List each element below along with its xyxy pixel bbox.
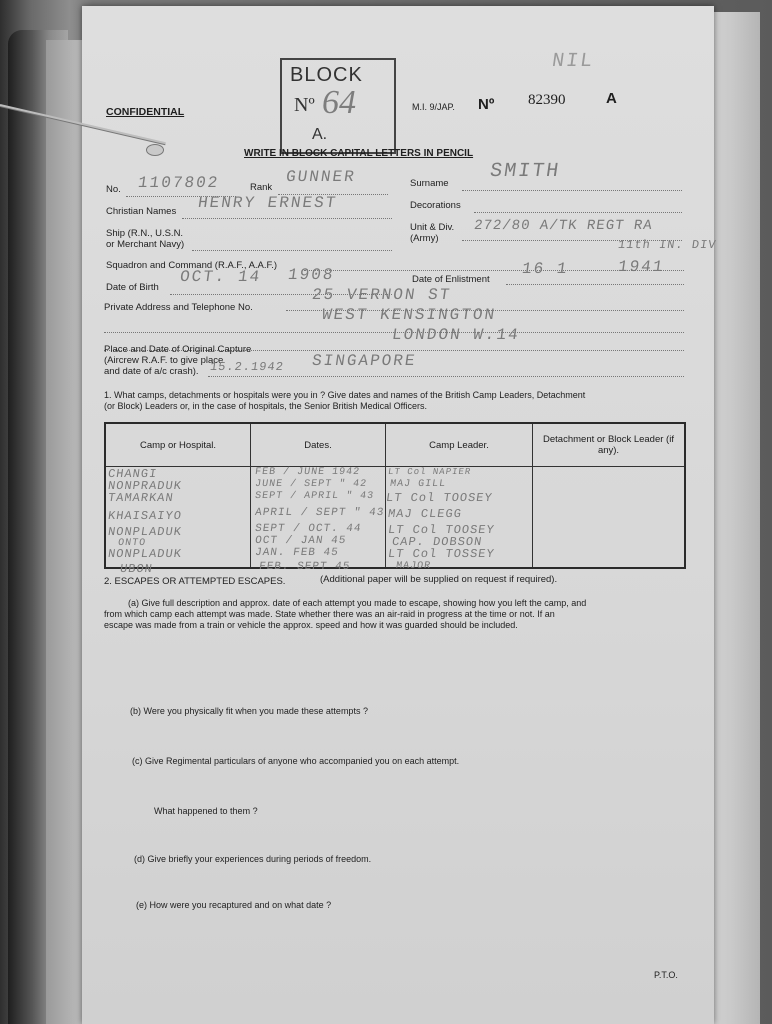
q2-title-note: (Additional paper will be supplied on request if required).: [320, 574, 558, 585]
no-label: No.: [106, 184, 121, 195]
rank-label: Rank: [250, 182, 273, 193]
capture-label-2: (Aircrew R.A.F. to give place: [104, 355, 224, 366]
surname-line: [462, 190, 682, 191]
capture-label-3: and date of a/c crash).: [104, 366, 199, 377]
leader-row-4: MAJ CLEGG: [387, 507, 463, 521]
capture-date: 15.2.1942: [209, 360, 285, 374]
leader-row-6: CAP. DOBSON: [391, 535, 484, 549]
dob-value-2: 1908: [286, 266, 336, 284]
ship-label-2: or Merchant Navy): [106, 239, 185, 250]
christian-names-label: Christian Names: [106, 206, 177, 217]
q1-line-2: (or Block) Leaders or, in the case of hospitals, the Senior British Medical Officers.: [104, 401, 427, 411]
dates-row-4: APRIL / SEPT " 43: [254, 507, 386, 519]
camp-row-3: TAMARKAN: [107, 491, 175, 505]
capture-label-1: Place and Date of Original Capture: [104, 344, 252, 355]
enlistment-value-1: 16 1: [520, 260, 570, 278]
camp-row-5: NONPLADUK: [107, 525, 183, 539]
q2a-line-1: (a) Give full description and approx. date of each attempt you made to escape, showing how you left the camp, and: [128, 598, 587, 608]
surname-label: Surname: [410, 178, 449, 189]
address-value-3: LONDON W.14: [390, 326, 521, 344]
ship-label-1: Ship (R.N., U.S.N.: [106, 228, 184, 239]
stamp-letter: A.: [312, 126, 328, 143]
q2e-text: (e) How were you recaptured and on what date ?: [136, 900, 332, 910]
capture-place: SINGAPORE: [310, 352, 418, 370]
unit-value-1: 272/80 A/TK REGT RA: [472, 218, 654, 234]
dob-label: Date of Birth: [106, 282, 159, 293]
mi-reference: M.I. 9/JAP.: [412, 102, 455, 112]
camp-row-8: UBON: [119, 562, 154, 576]
christian-names-line: [182, 218, 392, 219]
string-knot: [146, 144, 164, 156]
col-dates-header: Dates.: [251, 423, 386, 467]
capture-line: [208, 376, 684, 377]
leader-column: [385, 467, 533, 572]
leader-row-7: LT Col TOSSEY: [387, 547, 496, 561]
rank-value: GUNNER: [284, 168, 357, 186]
dob-value-1: OCT. 14: [178, 268, 263, 286]
decorations-label: Decorations: [410, 200, 461, 211]
leader-row-5: LT Col TOOSEY: [387, 523, 496, 537]
ship-line: [192, 250, 392, 251]
dates-column: [251, 467, 386, 573]
q1-line-1: 1. What camps, detachments or hospitals were you in ? Give dates and names of the British Camp Leaders, Detachment: [104, 390, 586, 400]
camp-row-6: ONTO: [117, 538, 147, 549]
dates-row-2: JUNE / SEPT " 42: [254, 479, 368, 490]
stamp-number: 64: [322, 84, 356, 121]
unit-label-1: Unit & Div.: [410, 222, 455, 233]
christian-names-value: HENRY ERNEST: [196, 194, 339, 212]
form-letter: A: [606, 90, 617, 107]
address-value-1: 25 VERNON ST: [310, 286, 453, 304]
block-stamp: [280, 58, 396, 154]
camps-table: [104, 422, 686, 576]
q2c-text: (c) Give Regimental particulars of anyone who accompanied you on each attempt.: [132, 756, 460, 766]
form-no-label: Nº: [478, 96, 495, 113]
enlistment-line: [506, 284, 684, 285]
nil-annotation: NIL: [550, 50, 596, 73]
camps-table-header: [105, 423, 685, 467]
dates-row-7: JAN. FEB 45: [254, 547, 340, 559]
camp-row-7: NONPLADUK: [107, 547, 183, 561]
squadron-label: Squadron and Command (R.A.F., A.A.F.): [106, 260, 278, 271]
q2c-followup: What happened to them ?: [154, 806, 258, 816]
decorations-line: [474, 212, 682, 213]
leader-row-1: LT Col NAPIER: [387, 467, 472, 477]
camp-row-4: KHAISAIYO: [107, 509, 183, 523]
q2a-line-3: escape was made from a train or vehicle the approx. speed and how it was guarded should be included.: [104, 620, 518, 630]
camp-column: [105, 467, 251, 576]
instruction-heading: WRITE IN BLOCK CAPITAL LETTERS IN PENCIL: [244, 148, 474, 159]
surname-value: SMITH: [488, 160, 562, 183]
unit-value-2: 11th IN. DIV: [617, 238, 718, 252]
q2d-text: (d) Give briefly your experiences during periods of freedom.: [134, 854, 372, 864]
col-detachment-header: Detachment or Block Leader (if any).: [533, 423, 686, 467]
dates-row-5: SEPT / OCT. 44: [254, 523, 363, 535]
camp-row-1: CHANGI: [107, 467, 159, 481]
detachment-column: [533, 467, 686, 569]
form-sheet: [82, 6, 718, 1024]
q2a-line-2: from which camp each attempt was made. State whether there was an air-raid in progress at the time or not. If an: [104, 609, 555, 619]
q2b-text: (b) Were you physically fit when you made these attempts ?: [130, 706, 368, 716]
dates-row-6: OCT / JAN 45: [254, 535, 348, 547]
stamp-block-text: BLOCK: [290, 64, 363, 86]
col-camp-header: Camp or Hospital.: [105, 423, 251, 467]
confidential-label: CONFIDENTIAL: [106, 106, 185, 118]
q2-title: 2. ESCAPES OR ATTEMPTED ESCAPES.: [104, 576, 286, 587]
leader-row-2: MAJ GILL: [389, 479, 447, 490]
dates-row-8: FEB. SEPT 45: [258, 561, 352, 573]
leader-row-3: LT Col TOOSEY: [385, 491, 494, 505]
dates-row-3: SEPT / APRIL " 43: [254, 491, 375, 502]
stamp-no-text: Nº: [294, 94, 315, 116]
leader-row-8: MAJOR: [395, 561, 432, 572]
dates-row-1: FEB / JUNE 1942: [254, 467, 361, 478]
enlistment-value-2: 1941: [616, 258, 666, 276]
enlistment-label: Date of Enlistment: [412, 274, 490, 285]
address-value-2: WEST KENSINGTON: [320, 306, 498, 324]
pto-label: P.T.O.: [654, 970, 678, 980]
col-leader-header: Camp Leader.: [386, 423, 533, 467]
form-number: 82390: [528, 92, 566, 108]
no-value: 1107802: [136, 174, 221, 192]
camps-table-body: [105, 467, 685, 569]
camp-row-2: NONPRADUK: [107, 479, 183, 493]
unit-label-2: (Army): [410, 233, 439, 244]
address-label: Private Address and Telephone No.: [104, 302, 253, 313]
